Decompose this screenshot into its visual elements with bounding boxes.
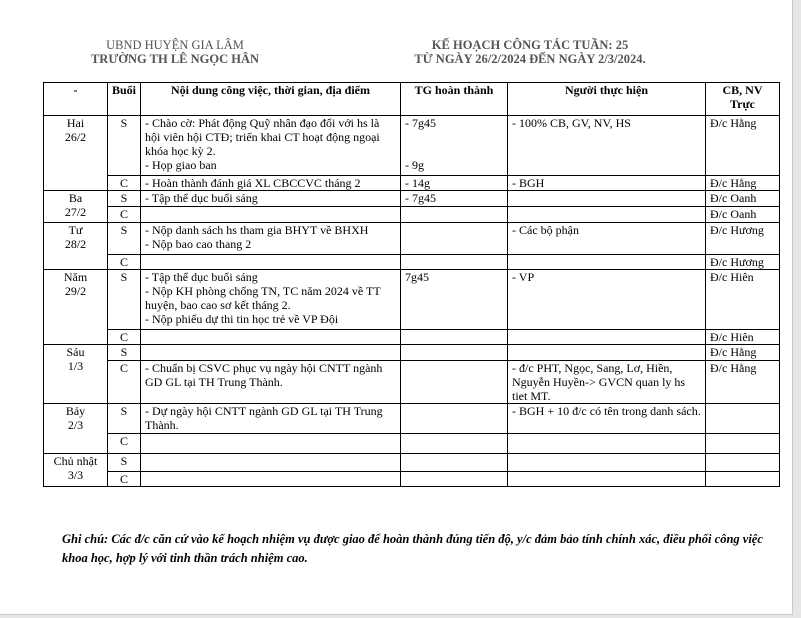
person-cell (508, 454, 706, 472)
time-cell: - 14g (401, 176, 508, 191)
content-cell (141, 255, 401, 270)
note-text: Ghi chú: Các đ/c căn cứ vào kế hoạch nhiệm vụ được giao để hoàn thành đúng tiến độ, y/c đảm bảo tính chính xác, điều phối công việc khoa học, hợp lý với tinh thần trách nhiệm cao. (62, 532, 763, 565)
table-row (44, 255, 780, 270)
session-cell: S (108, 454, 141, 472)
duty-cell: Đ/c Hiên (706, 330, 780, 345)
table-row (44, 404, 780, 434)
session-cell: C (108, 472, 141, 487)
person-cell: - 100% CB, GV, NV, HS (508, 116, 706, 176)
person-cell (508, 207, 706, 223)
session-cell: S (108, 116, 141, 176)
time-cell (401, 404, 508, 434)
session-cell: S (108, 191, 141, 207)
duty-cell (706, 472, 780, 487)
time-cell (401, 207, 508, 223)
org-line-1: UBND HUYỆN GIA LÂM (106, 38, 244, 52)
duty-cell: Đ/c Hiên (706, 270, 780, 330)
time-cell (401, 223, 508, 255)
session-cell: S (108, 223, 141, 255)
time-cell (401, 454, 508, 472)
table-row (44, 176, 780, 191)
time-cell (401, 361, 508, 404)
table-header-row (44, 83, 780, 116)
person-cell: - đ/c PHT, Ngọc, Sang, Lơ, Hiền, Nguyễn Huyền-> GVCN quan ly hs tiet MT. (508, 361, 706, 404)
person-cell (508, 255, 706, 270)
table-row (44, 454, 780, 472)
duty-cell: Đ/c Hằng (706, 176, 780, 191)
column-header-day: - (44, 83, 108, 116)
org-line-2: TRƯỜNG TH LÊ NGỌC HÂN (90, 52, 260, 66)
table-row (44, 345, 780, 361)
time-cell (401, 255, 508, 270)
person-cell (508, 472, 706, 487)
time-cell: - 7g45 (401, 191, 508, 207)
table-row (44, 270, 780, 330)
person-cell: - BGH + 10 đ/c có tên trong danh sách. (508, 404, 706, 434)
person-cell (508, 191, 706, 207)
duty-cell: Đ/c Hằng (706, 345, 780, 361)
session-cell: C (108, 176, 141, 191)
session-cell: C (108, 330, 141, 345)
time-cell (401, 330, 508, 345)
day-cell: Hai 26/2 (44, 116, 108, 191)
day-cell: Chủ nhật 3/3 (44, 454, 108, 487)
time-cell (401, 472, 508, 487)
table-row (44, 434, 780, 454)
day-cell: Ba 27/2 (44, 191, 108, 223)
session-cell: S (108, 270, 141, 330)
person-cell (508, 330, 706, 345)
duty-cell: Đ/c Hằng (706, 116, 780, 176)
duty-cell (706, 434, 780, 454)
content-cell (141, 472, 401, 487)
content-cell: - Chào cờ: Phát động Quỹ nhân đạo đổi với hs là hội viên hội CTĐ; triển khai CT hoạt động ngoại khóa học kỳ 2. - Họp giao ban (141, 116, 401, 176)
content-cell (141, 345, 401, 361)
plan-dates: TỪ NGÀY 26/2/2024 ĐẾN NGÀY 2/3/2024. (414, 52, 646, 66)
column-header-duty: CB, NV Trực (706, 83, 780, 116)
organization-header (60, 38, 290, 66)
time-cell: - 7g45 - 9g (401, 116, 508, 176)
session-cell: S (108, 404, 141, 434)
content-cell (141, 330, 401, 345)
person-cell: - Các bộ phận (508, 223, 706, 255)
content-cell: - Tập thể dục buổi sáng (141, 191, 401, 207)
content-cell: - Hoàn thành đánh giá XL CBCCVC tháng 2 (141, 176, 401, 191)
session-cell: C (108, 434, 141, 454)
content-cell (141, 434, 401, 454)
session-cell: C (108, 255, 141, 270)
session-cell: S (108, 345, 141, 361)
person-cell: - BGH (508, 176, 706, 191)
day-cell: Sáu 1/3 (44, 345, 108, 404)
weekly-plan-table (43, 82, 780, 487)
day-cell: Năm 29/2 (44, 270, 108, 345)
duty-cell: Đ/c Hương (706, 223, 780, 255)
plan-header (380, 38, 680, 66)
content-cell (141, 454, 401, 472)
column-header-content: Nội dung công việc, thời gian, địa điểm (141, 83, 401, 116)
person-cell (508, 345, 706, 361)
table-row (44, 472, 780, 487)
content-cell: - Dự ngày hội CNTT ngành GD GL tại TH Trung Thành. (141, 404, 401, 434)
time-cell (401, 434, 508, 454)
table-row (44, 330, 780, 345)
column-header-time: TG hoàn thành (401, 83, 508, 116)
day-cell: Tư 28/2 (44, 223, 108, 270)
table-row (44, 207, 780, 223)
content-cell (141, 207, 401, 223)
duty-cell (706, 454, 780, 472)
table-row (44, 223, 780, 255)
time-cell: 7g45 (401, 270, 508, 330)
duty-cell (706, 404, 780, 434)
content-cell: - Chuẩn bị CSVC phục vụ ngày hội CNTT ngành GD GL tại TH Trung Thành. (141, 361, 401, 404)
duty-cell: Đ/c Oanh (706, 207, 780, 223)
session-cell: C (108, 361, 141, 404)
plan-title: KẾ HOẠCH CÔNG TÁC TUẦN: 25 (431, 38, 629, 52)
table-row (44, 191, 780, 207)
column-header-person: Người thực hiện (508, 83, 706, 116)
person-cell: - VP (508, 270, 706, 330)
table-row (44, 361, 780, 404)
time-cell (401, 345, 508, 361)
table-row (44, 116, 780, 176)
duty-cell: Đ/c Hương (706, 255, 780, 270)
duty-cell: Đ/c Hằng (706, 361, 780, 404)
session-cell: C (108, 207, 141, 223)
content-cell: - Nộp danh sách hs tham gia BHYT về BHXH - Nộp bao cao thang 2 (141, 223, 401, 255)
content-cell: - Tập thể dục buổi sáng - Nộp KH phòng chống TN, TC năm 2024 về TT huyện, bao cao sơ kết tháng 2. - Nộp phiếu dự thi tin học trẻ về VP Đội (141, 270, 401, 330)
duty-cell: Đ/c Oanh (706, 191, 780, 207)
day-cell: Bảy 2/3 (44, 404, 108, 454)
person-cell (508, 434, 706, 454)
column-header-session: Buổi (108, 83, 141, 116)
